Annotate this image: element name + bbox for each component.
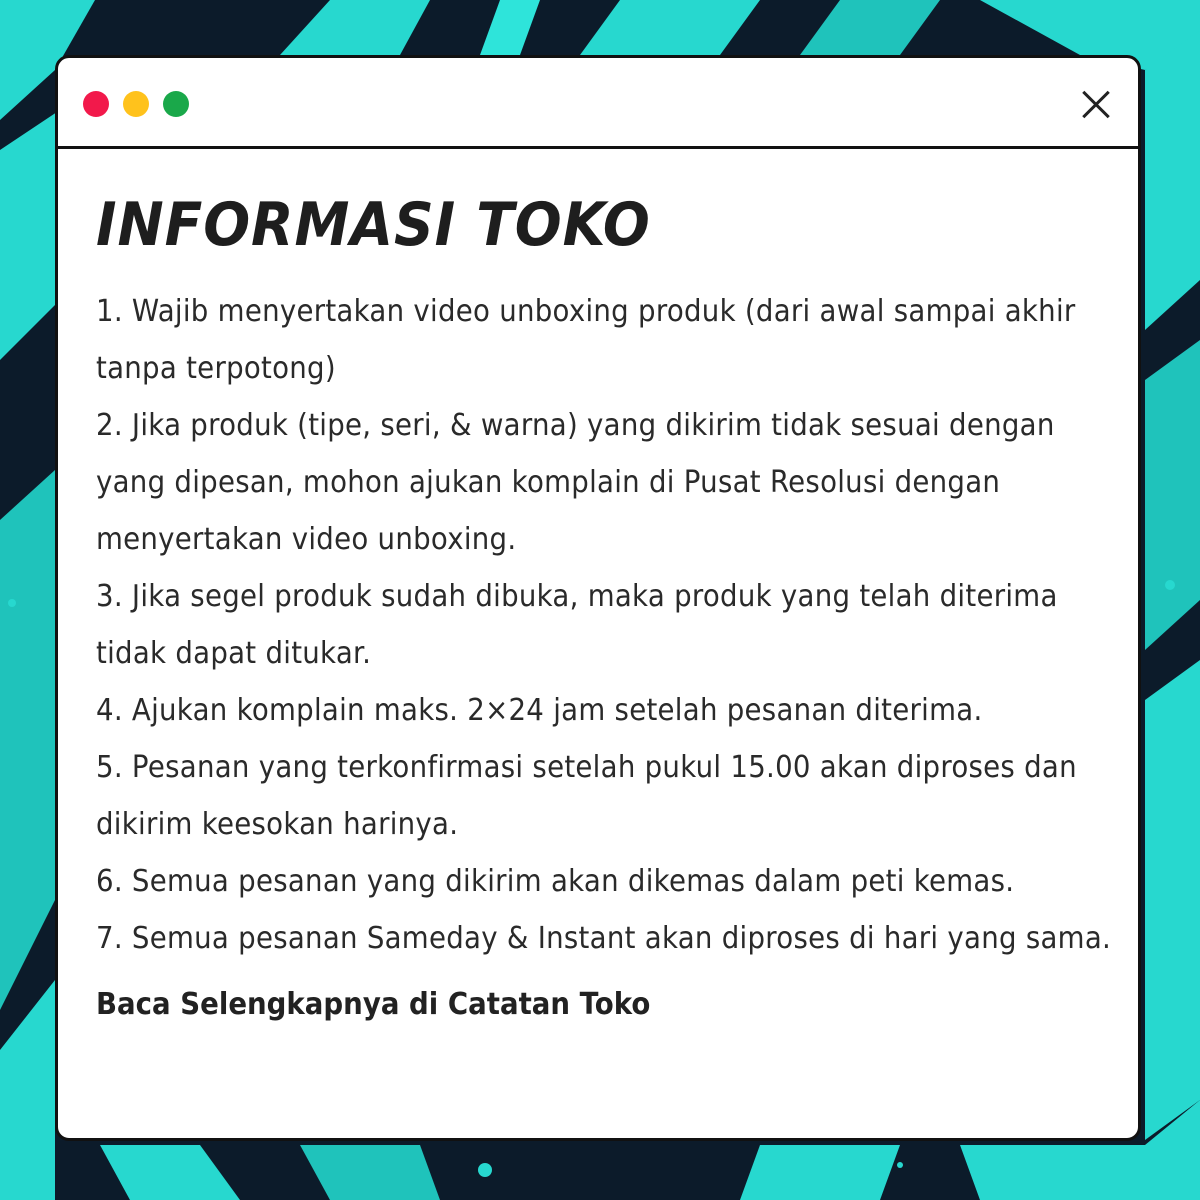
- close-icon[interactable]: [1076, 84, 1116, 124]
- read-more-link[interactable]: Baca Selengkapnya di Catatan Toko: [96, 987, 651, 1022]
- store-info-window: [55, 55, 1141, 1141]
- window-titlebar: [58, 58, 1138, 149]
- red-dot-icon[interactable]: [83, 91, 109, 117]
- list-item: 4. Ajukan komplain maks. 2×24 jam setelah pesanan diterima.: [96, 693, 983, 728]
- list-item: 3. Jika segel produk sudah dibuka, maka produk yang telah diterima tidak dapat ditukar.: [96, 579, 1058, 671]
- list-item: 6. Semua pesanan yang dikirim akan dikemas dalam peti kemas.: [96, 864, 1015, 899]
- info-list: [96, 283, 1112, 967]
- list-item: 2. Jika produk (tipe, seri, & warna) yang dikirim tidak sesuai dengan yang dipesan, mohon ajukan komplain di Pusat Resolusi dengan menyertakan video unboxing.: [96, 408, 1055, 557]
- list-item: 5. Pesanan yang terkonfirmasi setelah pukul 15.00 akan diproses dan dikirim keesokan harinya.: [96, 750, 1077, 842]
- page-title: INFORMASI TOKO: [96, 190, 651, 260]
- list-item: 1. Wajib menyertakan video unboxing produk (dari awal sampai akhir tanpa terpotong): [96, 294, 1076, 386]
- green-dot-icon[interactable]: [163, 91, 189, 117]
- window-content: [96, 189, 1112, 1025]
- list-item: 7. Semua pesanan Sameday & Instant akan diproses di hari yang sama.: [96, 921, 1112, 956]
- yellow-dot-icon[interactable]: [123, 91, 149, 117]
